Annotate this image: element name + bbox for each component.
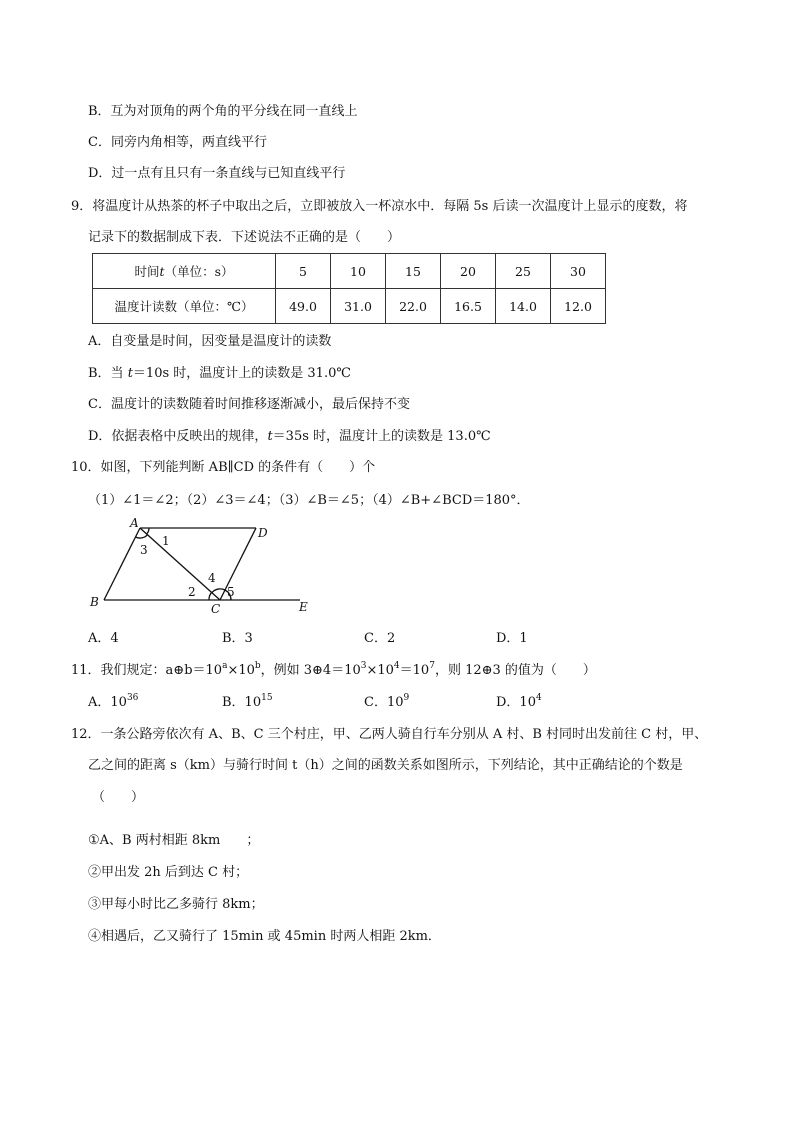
- q11-option-b: B．$10^{15}$: [222, 693, 273, 710]
- time-cell: 5: [276, 254, 331, 289]
- table-row: [93, 289, 606, 324]
- table-row: [93, 254, 606, 289]
- table-header-time: 时间t（单位：s）: [93, 254, 276, 289]
- q9-stem-line1: 9．将温度计从热茶的杯子中取出之后，立即被放入一杯凉水中．每隔 5s 后读一次温度计上显示的度数，将: [71, 199, 688, 214]
- q12-stem-line3: （ ）: [92, 790, 145, 805]
- q11-option-d: D．$10^4$: [496, 693, 542, 710]
- segment-ac: [140, 528, 220, 600]
- angle-arc-a-inner: [136, 535, 148, 538]
- time-cell: 15: [386, 254, 441, 289]
- table-header-reading: 温度计读数（单位：℃）: [93, 289, 276, 324]
- reading-cell: 49.0: [276, 289, 331, 324]
- reading-cell: 16.5: [441, 289, 496, 324]
- q12-statement-3: ③甲每小时比乙多骑行 8km；: [88, 897, 264, 912]
- q11-option-a: A．$10^{36}$: [88, 693, 139, 710]
- angle-arc-a: [147, 528, 149, 534]
- q9-option-b: B．当 t＝10s 时，温度计上的读数是 31.0℃: [88, 366, 351, 381]
- q10-option-a: A．4: [88, 631, 119, 646]
- q12-statement-2: ②甲出发 2h 后到达 C 村；: [88, 865, 249, 880]
- reading-cell: 22.0: [386, 289, 441, 324]
- segment-cd: [220, 528, 256, 600]
- q9-option-c: C．温度计的读数随着时间推移逐渐减小，最后保持不变: [88, 397, 410, 412]
- q9-option-d: D．依据表格中反映出的规律，t＝35s 时，温度计上的读数是 13.0℃: [88, 429, 491, 444]
- q8-option-b: B．互为对顶角的两个角的平分线在同一直线上: [88, 104, 358, 119]
- angle-label-4: 4: [208, 571, 216, 585]
- time-cell: 20: [441, 254, 496, 289]
- q12-statement-4: ④相遇后，乙又骑行了 15min 或 45min 时两人相距 2km．: [88, 929, 441, 944]
- q11-stem: 11．我们规定：$a\oplus b=10^a\times 10^b$，例如 $3\oplus 4=10^3\times 10^4=10^7$，则 12⊕3 的值为（ ）: [71, 661, 596, 678]
- point-label-b: B: [90, 595, 99, 609]
- q10-option-b: B．3: [222, 631, 253, 646]
- point-label-a: A: [130, 516, 139, 530]
- point-label-c: C: [211, 602, 221, 616]
- angle-label-5: 5: [227, 585, 235, 599]
- point-label-e: E: [299, 600, 308, 614]
- q10-figure: [82, 516, 322, 618]
- point-label-d: D: [258, 526, 268, 540]
- reading-cell: 12.0: [551, 289, 606, 324]
- angle-arc-c-top: [212, 589, 225, 593]
- q10-option-c: C．2: [364, 631, 396, 646]
- angle-label-1: 1: [162, 534, 170, 548]
- angle-label-2: 2: [188, 585, 196, 599]
- q11-option-c: C．$10^9$: [364, 693, 410, 710]
- q9-option-a: A．自变量是时间，因变量是温度计的读数: [88, 334, 332, 349]
- temperature-table: [92, 253, 606, 324]
- q10-stem: 10．如图，下列能判断 AB∥CD 的条件有（ ）个: [71, 460, 376, 475]
- q12-stem-line2: 乙之间的距离 s（km）与骑行时间 t（h）之间的函数关系如图所示，下列结论，其中正确结论的个数是: [88, 758, 683, 773]
- q12-statement-1: ①A、B 两村相距 8km ；: [88, 833, 260, 848]
- time-cell: 10: [331, 254, 386, 289]
- time-cell: 25: [496, 254, 551, 289]
- reading-cell: 31.0: [331, 289, 386, 324]
- q8-option-c: C．同旁内角相等，两直线平行: [88, 135, 267, 150]
- segment-ab: [104, 528, 140, 600]
- q10-option-d: D．1: [496, 631, 528, 646]
- q12-stem-line1: 12．一条公路旁依次有 A、B、C 三个村庄，甲、乙两人骑自行车分别从 A 村、B 村同时出发前往 C 村，甲、: [71, 727, 708, 742]
- q8-option-d: D．过一点有且只有一条直线与已知直线平行: [88, 166, 346, 181]
- time-cell: 30: [551, 254, 606, 289]
- angle-arc-c: [209, 592, 212, 600]
- q9-stem-line2: 记录下的数据制成下表．下述说法不正确的是（ ）: [88, 230, 401, 245]
- reading-cell: 14.0: [496, 289, 551, 324]
- angle-label-3: 3: [140, 543, 148, 557]
- q10-conditions: （1）∠1＝∠2；（2）∠3＝∠4；（3）∠B＝∠5；（4）∠B+∠BCD＝180°．: [88, 493, 530, 508]
